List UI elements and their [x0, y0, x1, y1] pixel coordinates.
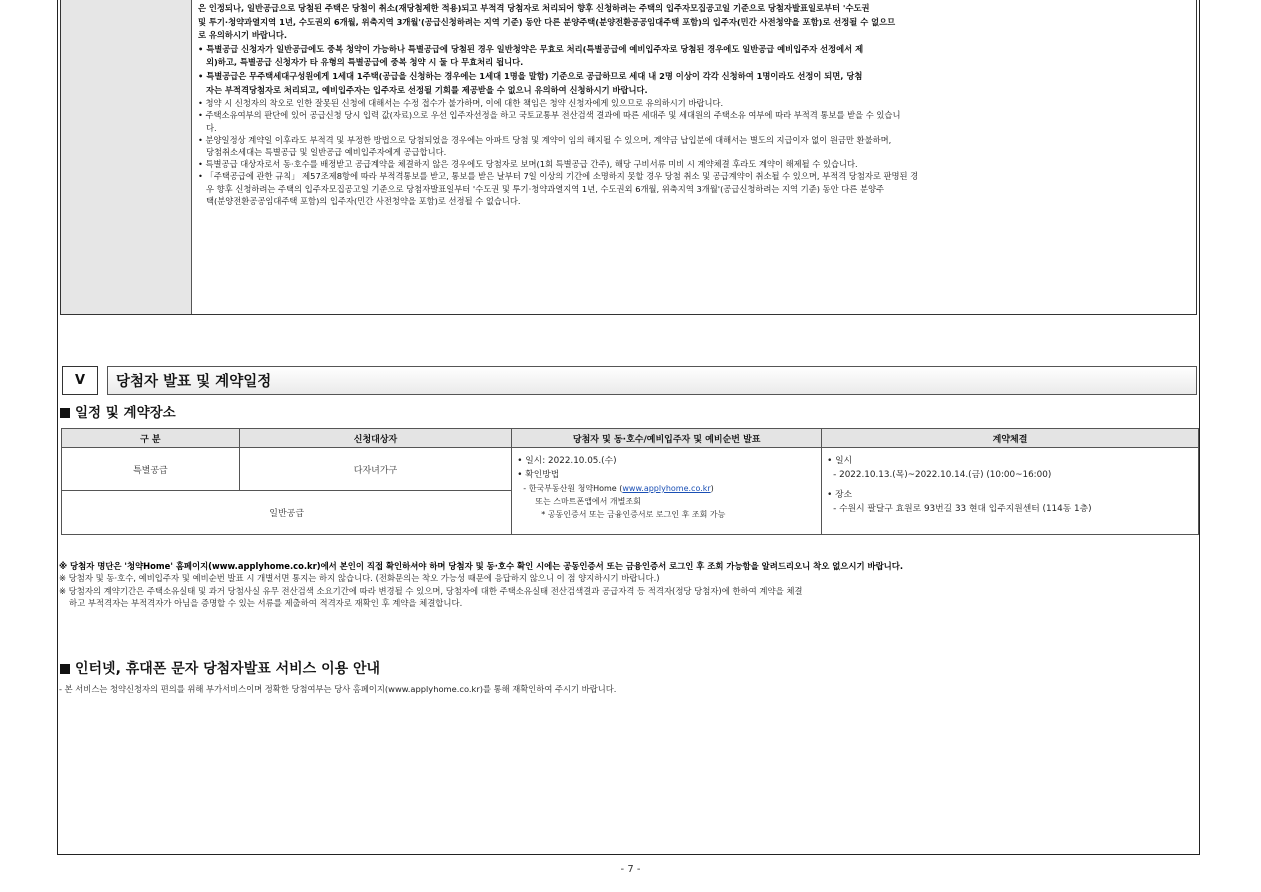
schedule-table: [61, 428, 1199, 535]
schedule-heading: 일정 및 계약장소: [60, 401, 176, 421]
notice-line: • 특별공급 신청자가 일반공급에도 중복 청약이 가능하나 특별공급에 당첨된 경우 일반청약은 무효로 처리(특별공급에 예비입주자로 당첨된 경우에도 일반공급 예비입주자 선정에서 제: [198, 43, 864, 54]
header-target: 신청대상자: [239, 429, 512, 448]
notice-line: 로 유의하시기 바랍니다.: [198, 30, 288, 41]
table-header-row: [62, 429, 1199, 448]
section-title: 당첨자 발표 및 계약일정: [107, 366, 1197, 395]
notice-content: [192, 0, 1196, 314]
announce-detail-3: * 공동인증서 또는 금융인증서로 로그인 후 조회 가능: [541, 510, 726, 519]
applyhome-link[interactable]: www.applyhome.co.kr: [622, 484, 711, 493]
announce-detail-1: - 한국부동산원 청약Home (www.applyhome.co.kr): [523, 484, 714, 493]
note-line: ※ 당첨자 명단은 '청약Home' 홈페이지(www.applyhome.co.kr)에서 본인이 직접 확인하셔야 하며 당첨자 및 동·호수 확인 시에는 공동인증서 또는 금융인증서 로그인 후 조회 가능함을 알려드리오니 착오 없으시기 바랍니다.: [59, 561, 904, 571]
header-category: 구 분: [62, 429, 240, 448]
service-text: - 본 서비스는 청약신청자의 편의를 위해 부가서비스이며 정확한 당첨여부는 당사 홈페이지(www.applyhome.co.kr)를 통해 재확인하여 주시기 바랍니다.: [59, 684, 617, 694]
note-line: 하고 부적격자는 부적격자가 아님을 증명할 수 있는 서류를 제출하여 적격자로 재확인 후 계약을 체결합니다.: [69, 598, 463, 609]
note-line: ※ 당첨자 및 동·호수, 예비입주자 및 예비순번 발표 시 개별서면 통지는 하지 않습니다. (전화문의는 착오 가능성 때문에 응답하지 않으니 이 점 양지하시기 바랍니다.): [59, 573, 660, 584]
section-header: [62, 366, 1197, 395]
header-contract: 계약체결: [822, 429, 1199, 448]
notice-line: 은 인정되나, 일반공급으로 당첨된 주택은 당첨이 취소(재당첨제한 적용)되고 부적격 당첨자로 처리되어 향후 신청하려는 주택의 입주자모집공고일 기준으로 당첨자발표일로부터 '수도권: [198, 3, 870, 13]
contract-date-label: • 일시: [827, 456, 853, 466]
page-number: - 7 -: [620, 864, 641, 875]
notice-line: • 특별공급은 무주택세대구성원에게 1세대 1주택(공급을 신청하는 경우에는 1세대 1명을 말함) 기준으로 공급하므로 세대 내 2명 이상이 각각 신청하여 1명이라도 선정이 되면, 당첨: [198, 70, 863, 81]
notice-line: 당첨취소세대는 특별공급 및 일반공급 예비입주자에게 공급합니다.: [206, 146, 447, 157]
section-number: V: [62, 366, 98, 395]
notes-block: [59, 560, 1204, 610]
notice-line: • 특별공급 대상자로서 동·호수를 배정받고 공급계약을 체결하지 않은 경우에도 당첨자로 보며(1회 특별공급 간주), 해당 구비서류 미비 시 계약체결 후라도 계약이 해제될 수 있습니다.: [198, 159, 858, 170]
announce-method: • 확인방법: [517, 470, 560, 480]
header-announcement: 당첨자 및 동·호수/예비입주자 및 예비순번 발표: [512, 429, 822, 448]
row-special-type: 특별공급: [62, 448, 240, 491]
notice-line: 다.: [206, 122, 217, 133]
announce-detail-2: 또는 스마트폰앱에서 개별조회: [535, 497, 641, 506]
contract-date-value: - 2022.10.13.(목)~2022.10.14.(금) (10:00~16:00): [833, 470, 1052, 480]
service-heading: 인터넷, 휴대폰 문자 당첨자발표 서비스 이용 안내: [60, 658, 380, 678]
square-bullet-icon: [60, 408, 70, 418]
notice-line: • 「주택공급에 관한 규칙」 제57조제8항에 따라 부적격통보를 받고, 통보를 받은 날부터 7일 이상의 기간에 소명하지 못할 경우 당첨 취소 및 공급계약이 취소될 수 있으며, 부적격 당첨자로 판명된 경: [198, 171, 919, 182]
row-general-type: 일반공급: [62, 491, 512, 535]
notice-line: 자는 부적격당첨자로 처리되고, 예비입주자는 입주자로 선정될 기회를 제공받을 수 없으니 유의하여 신청하시기 바랍니다.: [206, 84, 648, 95]
notice-line: 택(분양전환공공임대주택 포함)의 입주자(민간 사전청약을 포함)로 선정될 수 없습니다.: [206, 195, 521, 206]
announce-date: • 일시: 2022.10.05.(수): [517, 456, 617, 466]
contract-cell: [822, 448, 1199, 535]
announcement-cell: [512, 448, 822, 535]
notice-line: • 분양일정상 계약일 이후라도 부적격 및 부정한 방법으로 당첨되었을 경우에는 아파트 당첨 및 계약이 임의 해지될 수 있으며, 계약금 납입분에 대해서는 별도의 지급이자 없이 원금만 환불하며,: [198, 134, 892, 145]
notice-box: [60, 0, 1197, 315]
row-special-target: 다자녀가구: [239, 448, 512, 491]
notice-line: • 청약 시 신청자의 착오로 인한 잘못된 신청에 대해서는 수정 접수가 불가하며, 이에 대한 책임은 청약 신청자에게 있으므로 유의하시기 바랍니다.: [198, 98, 724, 109]
notice-line: 및 투기·청약과열지역 1년, 수도권외 6개월, 위축지역 3개월'(공급신청하려는 지역 기준) 동안 다른 분양주택(분양전환공공임대주택 포함)의 입주자(민간 사전청약을 포함)로 선정될 수 없으므: [198, 16, 896, 27]
contract-place-value: - 수원시 팔달구 효원로 93번길 33 현대 입주지원센터 (114동 1층): [833, 504, 1092, 514]
note-line: ※ 당첨자의 계약기간은 주택소유실태 및 과거 당첨사실 유무 전산검색 소요기간에 따라 변경될 수 있으며, 당첨자에 대한 주택소유실태 전산검색결과 공급자격 등 적격자(정당 당첨자)에 한하여 계약을 체결: [59, 585, 803, 596]
square-bullet-icon: [60, 664, 70, 674]
contract-place-label: • 장소: [827, 490, 853, 500]
table-row: [62, 448, 1199, 491]
notice-label-cell: [61, 0, 192, 314]
notice-line: 외)하고, 특별공급 신청자가 타 유형의 특별공급에 중복 청약 시 둘 다 무효처리 됩니다.: [206, 57, 524, 68]
notice-line: • 주택소유여부의 판단에 있어 공급신청 당시 입력 값(자료)으로 우선 입주자선정을 하고 국토교통부 전산검색 결과에 따른 세대주 및 세대원의 주택소유 여부에 따라 부적격 통보를 받을 수 있습니: [198, 110, 901, 121]
notice-line: 우 향후 신청하려는 주택의 입주자모집공고일 기준으로 당첨자발표일부터 '수도권 및 투기·청약과열지역 1년, 수도권외 6개월, 위축지역 3개월'(공급신청하려는 지역 기준) 동안 다른 분양주: [206, 183, 884, 194]
